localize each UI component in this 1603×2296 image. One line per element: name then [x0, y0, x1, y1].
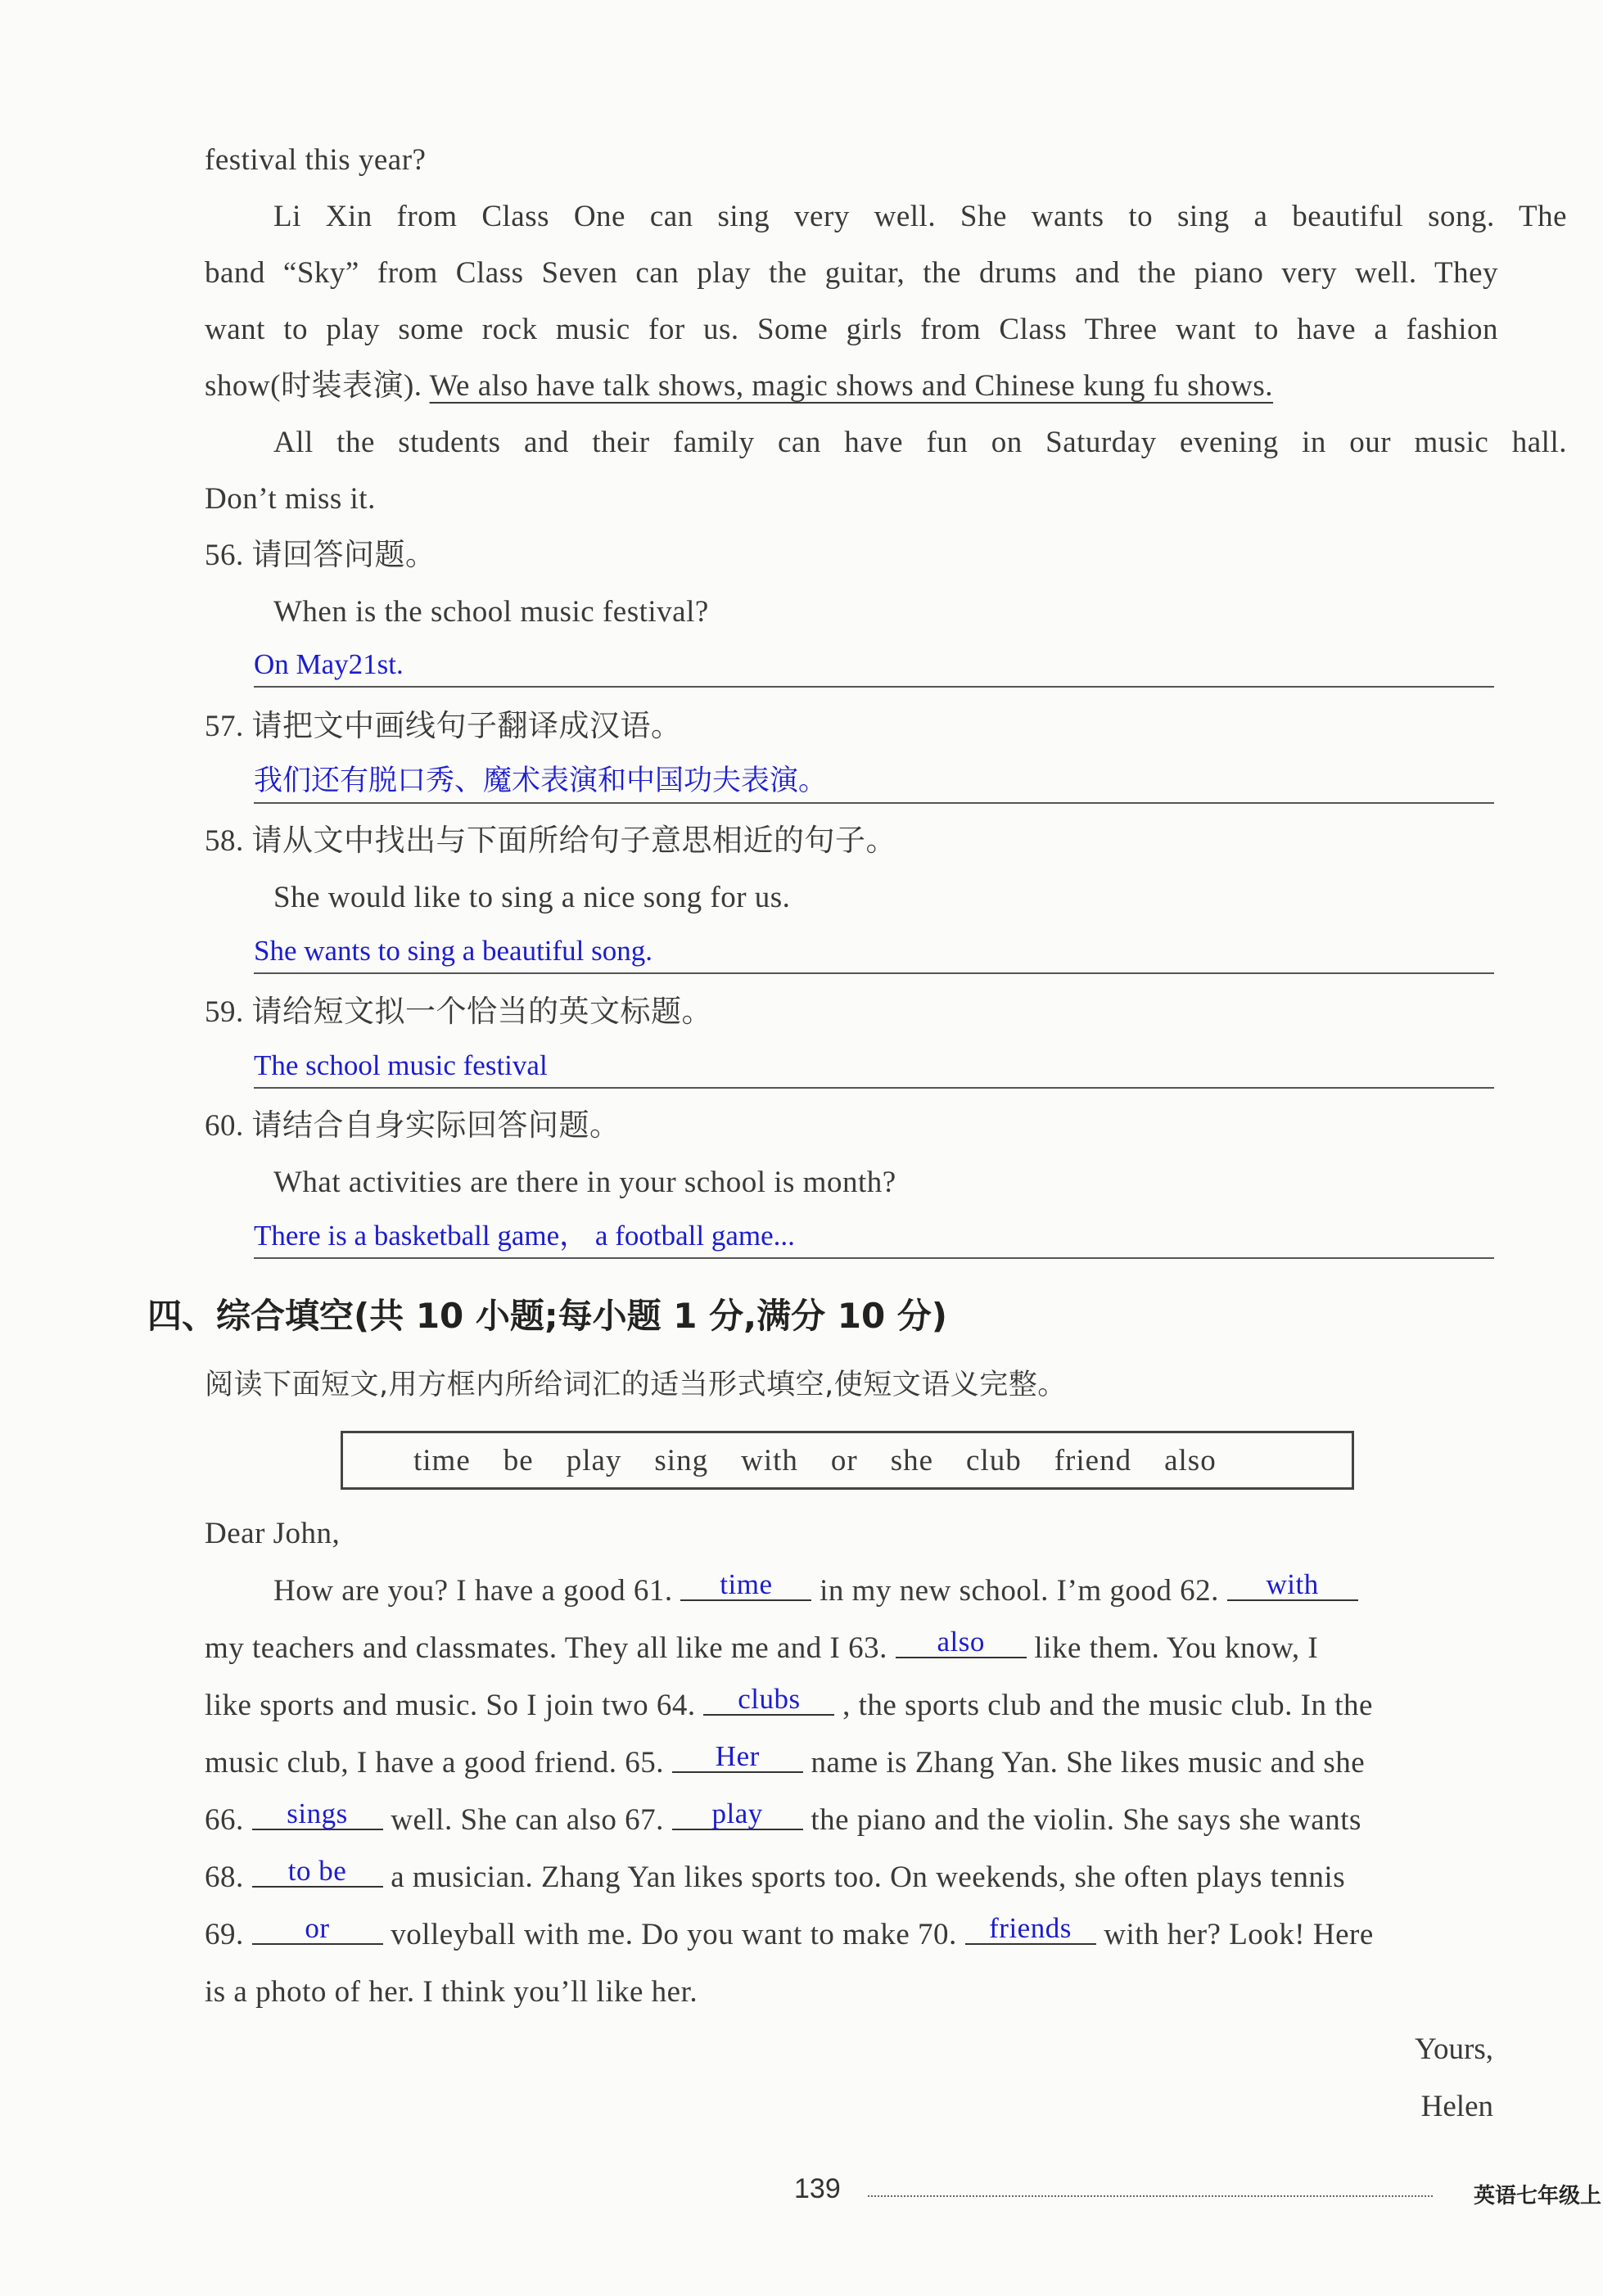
passage-line: festival this year? [205, 143, 427, 177]
letter-text: with her? Look! Here [1104, 1918, 1374, 1951]
letter-text: in my new school. I’m good 62. [820, 1574, 1219, 1608]
letter-text: the piano and the violin. She says she wants [811, 1803, 1361, 1837]
question-56-head: 56. 请回答问题。 [205, 539, 436, 572]
footer-divider [868, 2195, 1433, 2197]
section-instruction: 阅读下面短文,用方框内所给词汇的适当形式填空,使短文语义完整。 [205, 1369, 1067, 1401]
letter-line [205, 1855, 1498, 1897]
answer-58: She wants to sing a beautiful song. [254, 933, 1494, 974]
question-58-head: 58. 请从文中找出与下面所给句子意思相近的句子。 [205, 824, 896, 858]
blank-66: sings [252, 1799, 383, 1830]
word-bank-item: also [1164, 1443, 1217, 1477]
word-bank-item: or [830, 1443, 858, 1477]
letter-line [205, 1568, 1567, 1611]
letter-line [205, 1912, 1498, 1955]
question-60-head: 60. 请结合自身实际回答问题。 [205, 1109, 621, 1143]
page-number: 139 [794, 2173, 841, 2204]
word-bank-item: time [413, 1443, 471, 1477]
question-60-prompt: What activities are there in your school is month? [273, 1166, 896, 1199]
passage-line: Don’t miss it. [205, 482, 376, 516]
passage-line: want to play some rock music for us. Some girls from Class Three want to have a fashion [205, 313, 1498, 346]
letter-text: music club, I have a good friend. 65. [205, 1746, 665, 1780]
letter-closing: Yours, [1415, 2032, 1493, 2066]
letter-line [205, 1740, 1498, 1783]
word-bank-item: with [741, 1443, 798, 1477]
answer-59: The school music festival [254, 1048, 1494, 1089]
letter-text: like them. You know, I [1034, 1631, 1319, 1665]
word-bank [341, 1431, 1354, 1490]
letter-text: a musician. Zhang Yan likes sports too. On weekends, she often plays tennis [391, 1861, 1346, 1894]
blank-70: friends [965, 1914, 1096, 1945]
letter-text: 66. [205, 1803, 244, 1837]
letter-text: like sports and music. So I join two 64. [205, 1689, 696, 1722]
answer-56: On May21st. [254, 647, 1494, 688]
word-bank-item: club [966, 1443, 1022, 1477]
passage-line: Li Xin from Class One can sing very well. She wants to sing a beautiful song. The [273, 200, 1567, 233]
word-bank-item: sing [654, 1443, 709, 1477]
letter-signature: Helen [1420, 2090, 1493, 2123]
question-57-head: 57. 请把文中画线句子翻译成汉语。 [205, 710, 682, 743]
blank-64: clubs [703, 1685, 834, 1716]
passage-text: show(时装表演). [205, 369, 430, 403]
answer-57: 我们还有脱口秀、魔术表演和中国功夫表演。 [254, 763, 1494, 804]
letter-line [205, 1798, 1498, 1840]
letter-text: name is Zhang Yan. She likes music and she [811, 1746, 1366, 1780]
question-58-prompt: She would like to sing a nice song for us. [273, 881, 791, 914]
blank-63: also [896, 1627, 1027, 1658]
passage-line: All the students and their family can have fun on Saturday evening in our music hall. [273, 426, 1567, 459]
word-bank-item: friend [1054, 1443, 1132, 1477]
word-bank-item: she [890, 1443, 934, 1477]
letter-text: volleyball with me. Do you want to make 70. [391, 1918, 957, 1951]
letter-line [205, 1626, 1498, 1668]
blank-65: Her [672, 1742, 803, 1773]
blank-62: with [1227, 1570, 1358, 1601]
question-56-prompt: When is the school music festival? [273, 595, 709, 629]
blank-69: or [252, 1914, 383, 1945]
letter-text: well. She can also 67. [391, 1803, 664, 1837]
book-title: 英语七年级上 [1474, 2184, 1602, 2208]
letter-line: is a photo of her. I think you’ll like her. [205, 1975, 698, 2009]
blank-68: to be [252, 1856, 383, 1888]
blank-67: play [672, 1799, 803, 1830]
letter-line [205, 1683, 1498, 1725]
letter-greeting: Dear John, [205, 1517, 341, 1550]
letter-text: How are you? I have a good 61. [273, 1574, 673, 1608]
letter-text: 69. [205, 1918, 244, 1951]
letter-text: 68. [205, 1861, 244, 1894]
underlined-sentence: We also have talk shows, magic shows and Chinese kung fu shows. [429, 369, 1274, 403]
word-bank-item: play [566, 1443, 622, 1477]
letter-text: , the sports club and the music club. In the [842, 1689, 1373, 1722]
passage-line: band “Sky” from Class Seven can play the guitar, the drums and the piano very well. They [205, 256, 1498, 290]
word-bank-item: be [503, 1443, 534, 1477]
section-title: 四、综合填空(共 10 小题;每小题 1 分,满分 10 分) [147, 1296, 947, 1336]
question-59-head: 59. 请给短文拟一个恰当的英文标题。 [205, 995, 712, 1029]
answer-60: There is a basketball game， a football game... [254, 1218, 1494, 1259]
passage-line [205, 367, 1498, 406]
letter-text: my teachers and classmates. They all like me and I 63. [205, 1631, 887, 1665]
blank-61: time [680, 1570, 811, 1601]
